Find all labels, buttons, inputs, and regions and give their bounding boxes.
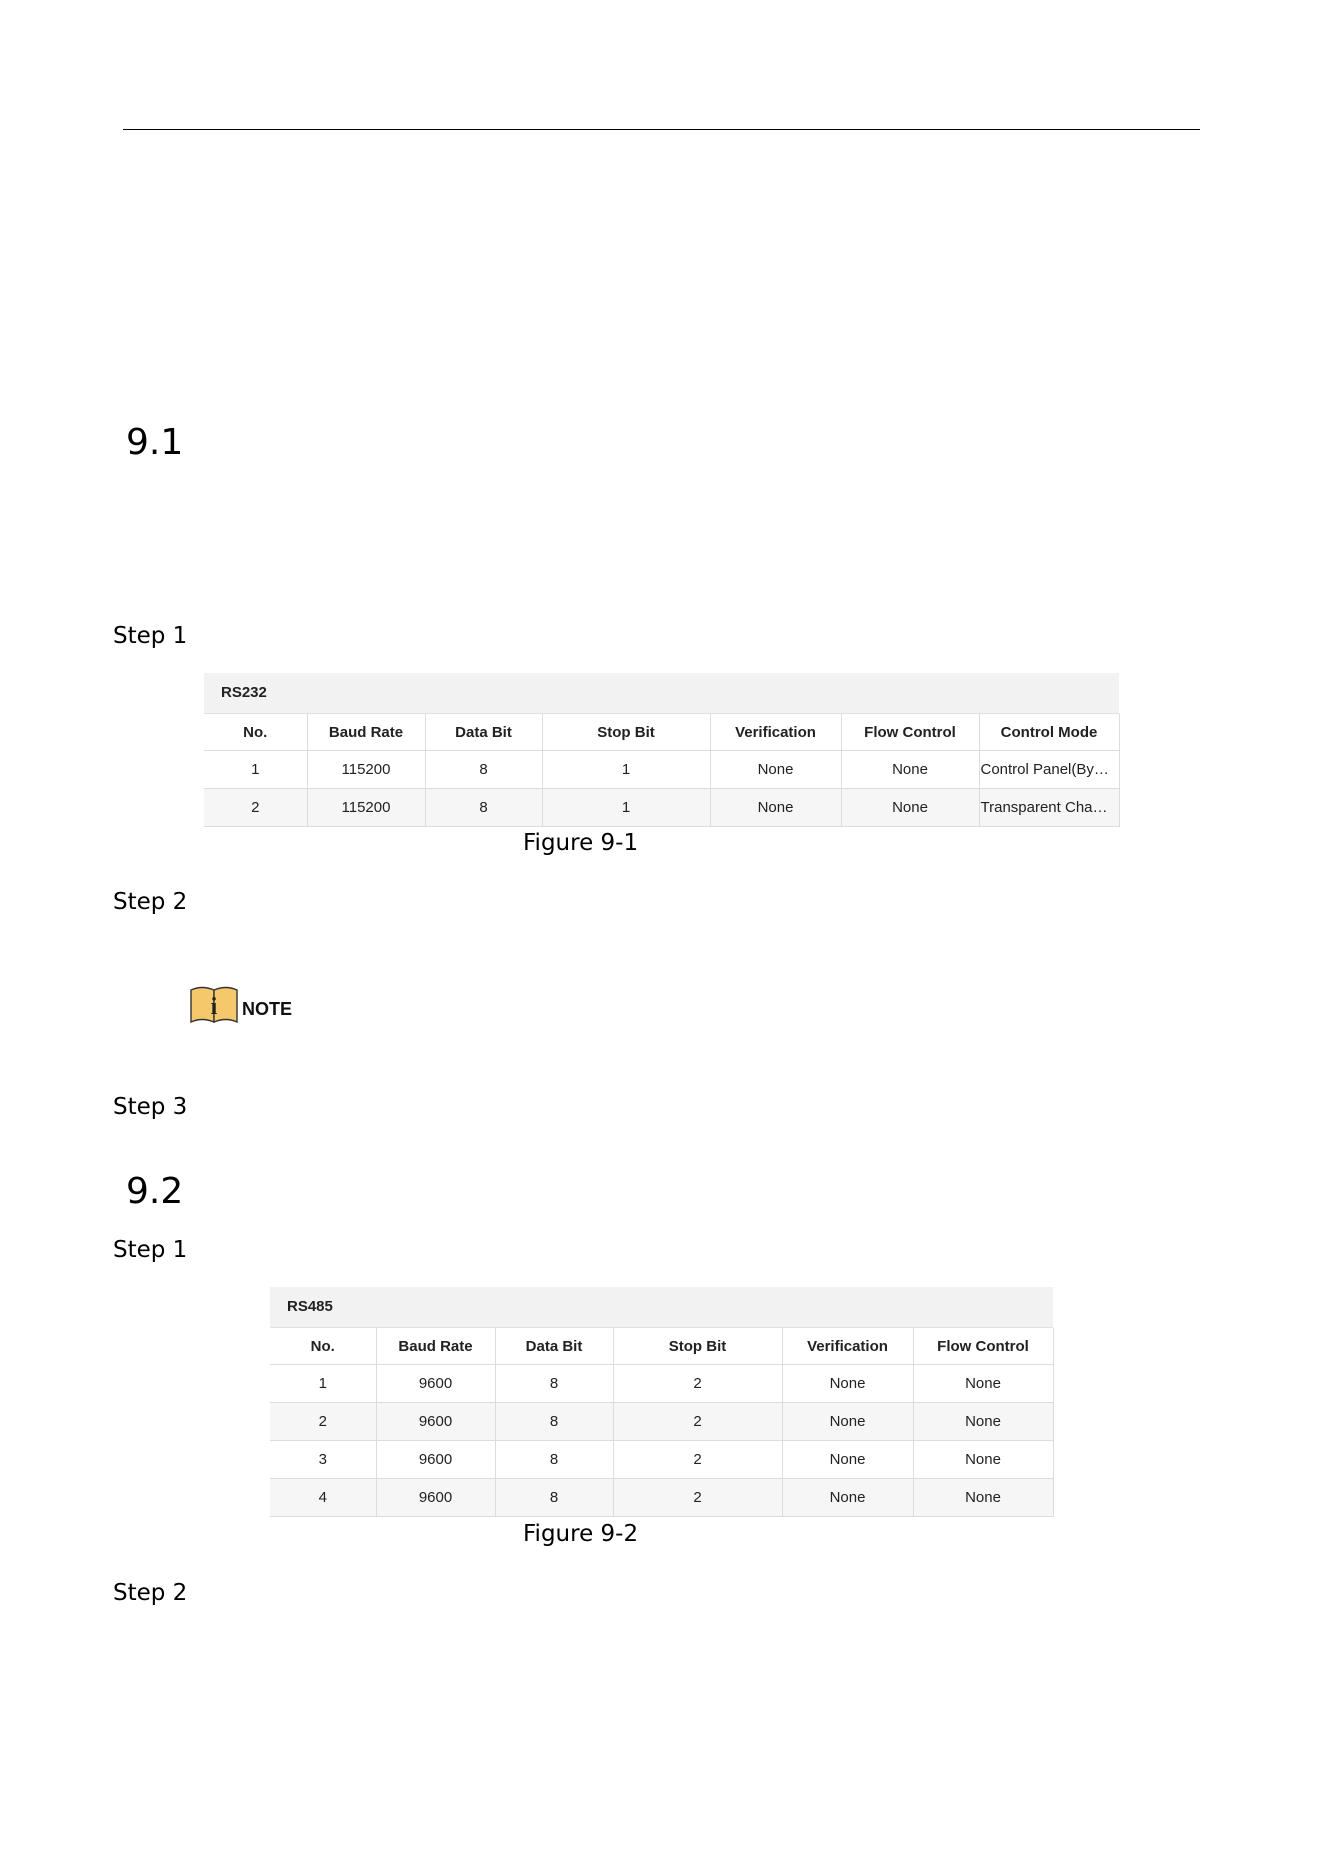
table-cell: 2 (613, 1479, 782, 1517)
header-rule (123, 129, 1200, 130)
rs485-panel-title: RS485 (270, 1287, 1053, 1328)
rs485-table-panel (270, 1287, 1053, 1517)
table-cell: Transparent Cha… (979, 789, 1119, 827)
rs232-panel-title: RS232 (204, 673, 1119, 714)
column-header[interactable]: Data Bit (495, 1328, 613, 1365)
column-header[interactable]: Baud Rate (376, 1328, 495, 1365)
section-number: 9.2 (126, 1171, 184, 1212)
table-cell: 1 (204, 751, 307, 789)
table-cell: 9600 (376, 1403, 495, 1441)
column-header[interactable]: Flow Control (913, 1328, 1053, 1365)
table-row[interactable] (270, 1403, 1053, 1441)
table-cell: None (782, 1365, 913, 1403)
svg-text:i: i (210, 994, 218, 1020)
rs232-table-panel (204, 673, 1119, 827)
rs232-table (204, 714, 1120, 827)
table-cell: None (913, 1479, 1053, 1517)
column-header[interactable]: Verification (710, 714, 841, 751)
note-callout (188, 984, 308, 1024)
table-cell: None (782, 1479, 913, 1517)
table-cell: 4 (270, 1479, 376, 1517)
column-header[interactable]: Verification (782, 1328, 913, 1365)
column-header[interactable]: No. (270, 1328, 376, 1365)
table-cell: None (841, 789, 979, 827)
step-label: Step 1 (113, 1237, 188, 1263)
table-cell: 3 (270, 1441, 376, 1479)
table-cell: 1 (542, 751, 710, 789)
table-cell: 9600 (376, 1365, 495, 1403)
column-header[interactable]: Stop Bit (613, 1328, 782, 1365)
table-cell: 1 (270, 1365, 376, 1403)
table-row[interactable] (204, 751, 1119, 789)
table-header-row (270, 1328, 1053, 1365)
step-label: Step 2 (113, 1580, 188, 1606)
table-cell: 2 (613, 1365, 782, 1403)
figure-caption: Figure 9-2 (523, 1521, 639, 1547)
table-row[interactable] (270, 1441, 1053, 1479)
table-cell: 9600 (376, 1479, 495, 1517)
table-row[interactable] (270, 1365, 1053, 1403)
table-cell: 8 (495, 1479, 613, 1517)
table-cell: None (841, 751, 979, 789)
table-cell: 1 (542, 789, 710, 827)
column-header[interactable]: Stop Bit (542, 714, 710, 751)
table-cell: None (913, 1441, 1053, 1479)
table-cell: None (710, 789, 841, 827)
column-header[interactable]: Flow Control (841, 714, 979, 751)
table-cell: 9600 (376, 1441, 495, 1479)
step-label: Step 2 (113, 889, 188, 915)
table-cell: 2 (613, 1403, 782, 1441)
table-cell: 2 (204, 789, 307, 827)
table-cell: 8 (425, 751, 542, 789)
column-header[interactable]: Baud Rate (307, 714, 425, 751)
table-cell: None (782, 1441, 913, 1479)
column-header[interactable]: Data Bit (425, 714, 542, 751)
info-book-icon (188, 984, 240, 1024)
table-row[interactable] (270, 1479, 1053, 1517)
table-header-row (204, 714, 1119, 751)
table-cell: 2 (613, 1441, 782, 1479)
table-cell: 8 (425, 789, 542, 827)
note-label: NOTE (242, 999, 293, 1019)
table-cell: None (913, 1365, 1053, 1403)
table-cell: 8 (495, 1403, 613, 1441)
table-cell: 2 (270, 1403, 376, 1441)
table-cell: 8 (495, 1365, 613, 1403)
table-row[interactable] (204, 789, 1119, 827)
rs485-table (270, 1328, 1054, 1517)
column-header[interactable]: Control Mode (979, 714, 1119, 751)
table-cell: 115200 (307, 789, 425, 827)
section-number: 9.1 (126, 422, 184, 463)
table-cell: Control Panel(By… (979, 751, 1119, 789)
table-cell: None (782, 1403, 913, 1441)
step-label: Step 1 (113, 623, 188, 649)
step-label: Step 3 (113, 1094, 188, 1120)
column-header[interactable]: No. (204, 714, 307, 751)
table-cell: 8 (495, 1441, 613, 1479)
table-cell: None (710, 751, 841, 789)
figure-caption: Figure 9-1 (523, 830, 639, 856)
table-cell: None (913, 1403, 1053, 1441)
table-cell: 115200 (307, 751, 425, 789)
